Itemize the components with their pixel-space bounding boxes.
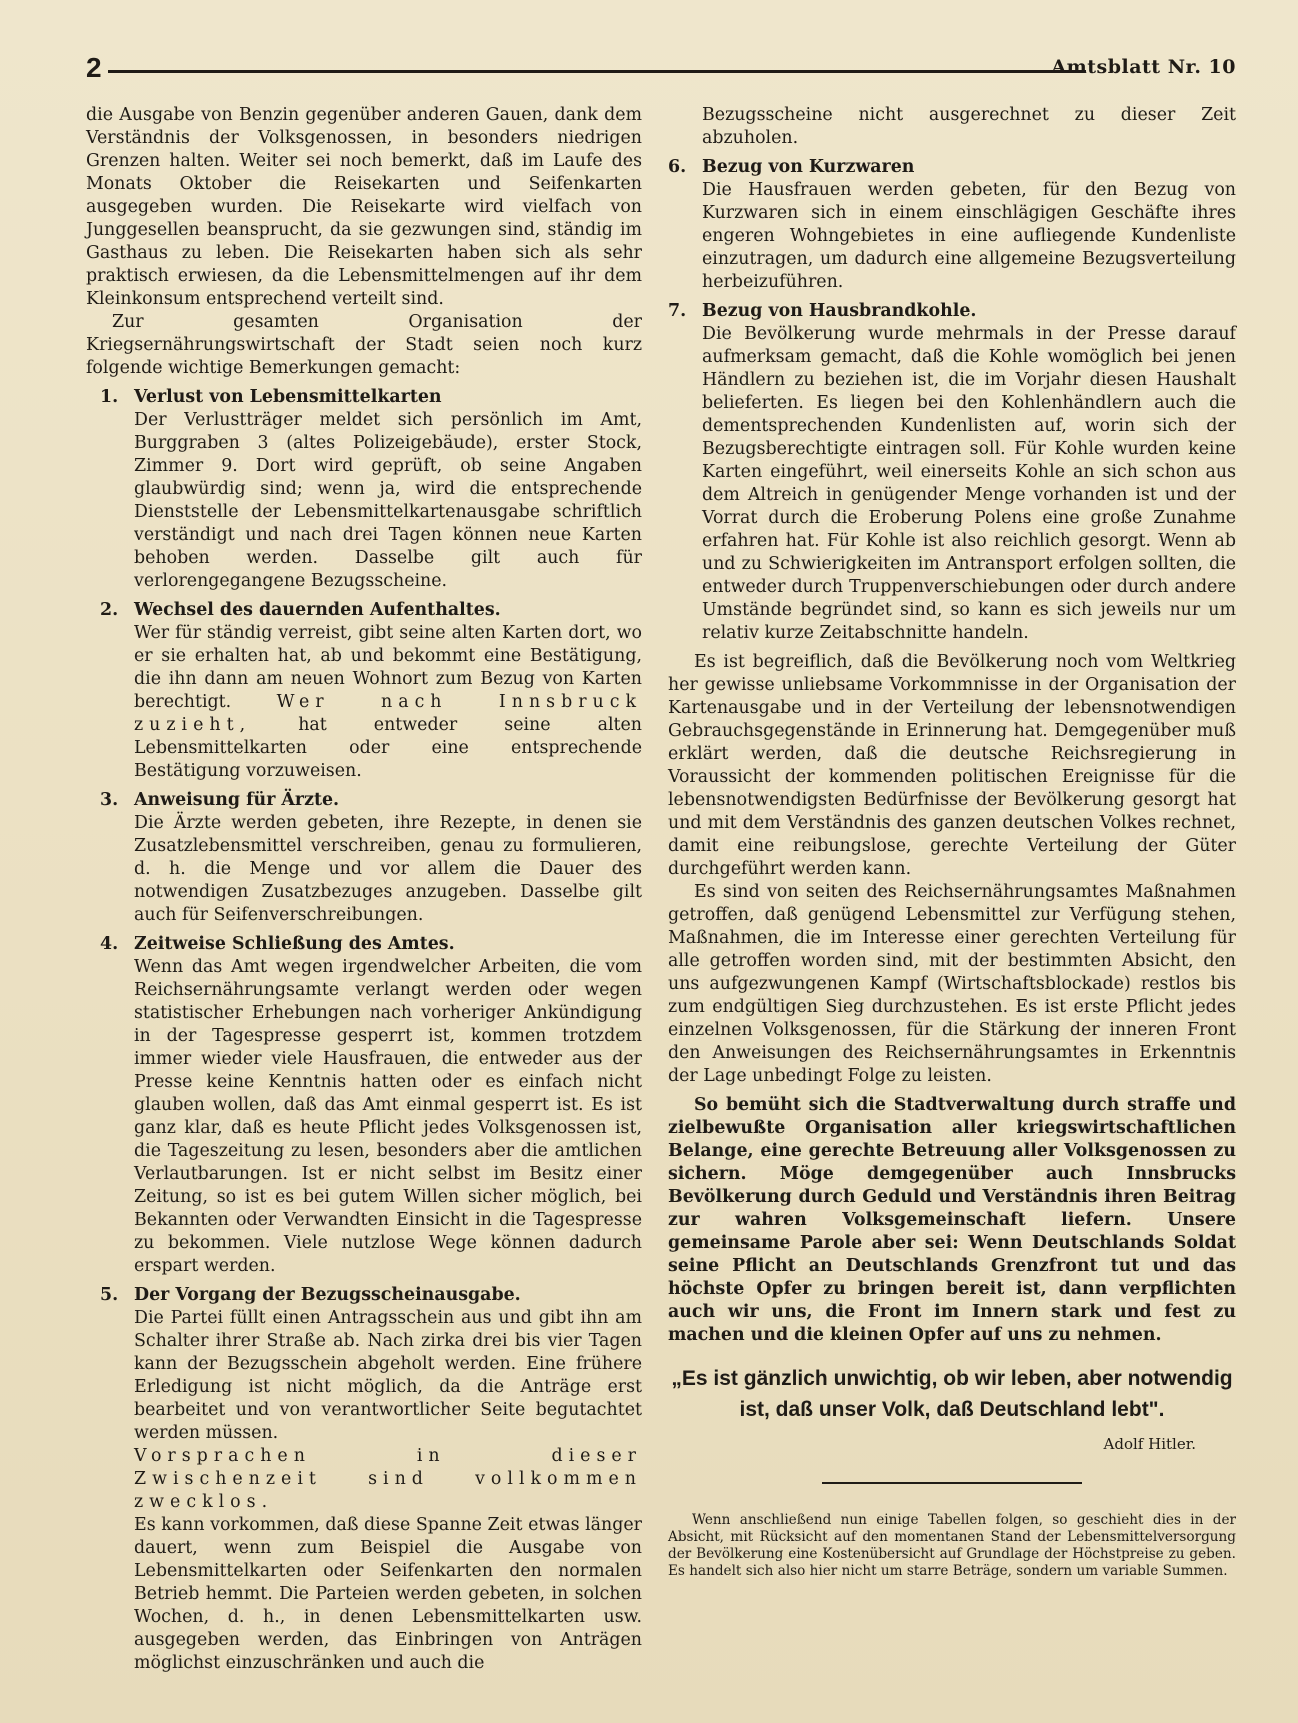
section-number: 2. <box>100 600 119 620</box>
section-heading <box>86 1284 642 1307</box>
section-6 <box>668 156 1236 294</box>
section-heading <box>668 156 1236 179</box>
section-number: 7. <box>668 301 687 321</box>
section-body: Die Bevölkerung wurde mehrmals in der Presse darauf aufmerksam gemacht, daß die Kohle womöglich bei jenen Händlern zu beziehen ist, die im Vorjahr diesen Haushalt belieferten. Es liegen bei den Kohlenhändlern auch die dementsprechenden Kundenlisten auf, worin sich der Bezugsberechtigte eintragen soll. Für Kohle wurden keine Karten eingeführt, weil einerseits Kohle an sich schon aus dem Altreich in genügender Menge vorhanden ist und der Vorrat durch die Eroberung Polens eine große Zunahme erfahren hat. Für Kohle ist also reichlich gesorgt. Wenn ab und zu Schwierigkeiten im Antransport erfolgen sollten, die entweder durch Truppenverschiebungen oder durch andere Umstände begründet sind, so kann es sich jeweils nur um relativ kurze Zeitabschnitte handeln. <box>702 324 1236 643</box>
gazette-issue: Amtsblatt Nr. 10 <box>1051 56 1236 78</box>
section-title: Verlust von Lebensmittelkarten <box>134 387 442 407</box>
section-body: Die Ärzte werden gebeten, ihre Rezepte, in denen sie Zusatzlebensmittel verschreiben, genau zu formulieren, d. h. die Menge und vor allem die Dauer des notwendigen Zusatzbezuges anzugeben. Dasselbe gilt auch für Seifenverschreibungen. <box>134 813 642 925</box>
section-4 <box>86 933 642 1278</box>
section-5 <box>86 1284 642 1675</box>
page-header <box>86 52 1236 84</box>
section-text: Wer für ständig verreist, gibt seine alten Karten dort, wo er sie erhalten hat, ab und bekommt eine Bestätigung, die ihn dann am neuen Wohnort zum Bezug von Karten berechtigt. <box>134 623 642 712</box>
right-column <box>668 104 1236 1580</box>
section-number: 3. <box>100 790 119 810</box>
section-title: Bezug von Kurzwaren <box>702 157 915 177</box>
paragraph: die Ausgabe von Benzin gegenüber anderen Gauen, dank dem Verständnis der Volksgenossen, in besonders niedrigen Grenzen halten. Weiter sei noch bemerkt, daß im Laufe des Monats Oktober die Reisekarten und Seifenkarten ausgegeben wurden. Die Reisekarte wird vielfach von Junggesellen beansprucht, da sie gezwungen sind, ständig im Gasthaus zu leben. Die Reisekarten haben sich als sehr praktisch erwiesen, da die Lebensmittelmengen auf ihr dem Kleinkonsum entsprechend verteilt sind. <box>86 105 642 309</box>
spaced-emphasis: Wer nach Innsbruck zuzieht, <box>134 692 643 735</box>
section-title: Zeitweise Schließung des Amtes. <box>134 934 455 954</box>
section-body: Die Hausfrauen werden gebeten, für den Bezug von Kurzwaren sich in einem einschlägigen Geschäfte ihres engeren Wohngebietes in eine aufliegende Kundenliste einzutragen, um dadurch eine allgemeine Bezugsverteilung herbeizuführen. <box>702 180 1236 292</box>
section-1 <box>86 386 642 593</box>
section-text: Die Partei füllt einen Antragsschein aus und gibt ihn am Schalter ihrer Straße ab. Nach zirka drei bis vier Tagen kann der Bezugsschein abgeholt werden. Eine frühere Erledigung ist nicht möglich, da die Anträge erst bearbeitet und von verantwortlicher Seite begutachtet werden müssen. <box>134 1308 642 1443</box>
paragraph: Zur gesamten Organisation der Kriegsernährungswirtschaft der Stadt seien noch kurz folgende wichtige Bemerkungen gemacht: <box>86 312 642 378</box>
section-body <box>134 1307 642 1675</box>
section-heading <box>668 300 1236 323</box>
section-title: Der Vorgang der Bezugsscheinausgabe. <box>134 1285 521 1305</box>
section-heading <box>86 386 642 409</box>
section-number: 1. <box>100 387 119 407</box>
quote-signature: Adolf Hitler. <box>1103 1435 1196 1453</box>
separator-rule <box>822 1482 1082 1484</box>
section-title: Bezug von Hausbrandkohle. <box>702 301 977 321</box>
section-2 <box>86 599 642 783</box>
paragraph: Es sind von seiten des Reichsernährungsamtes Maßnahmen getroffen, daß genügend Lebensmittel zur Verfügung stehen, Maßnahmen, die im Interesse einer gerechten Verteilung für alle getroffen worden sind, mit der bestimmten Absicht, den uns aufgezwungenen Kampf (Wirtschaftsblockade) restlos bis zum endgültigen Sieg durchzustehen. Es ist erste Pflicht jedes einzelnen Volksgenossen, für die Stärkung der inneren Front den Anweisungen des Reichsernährungsamtes in Erkenntnis der Lage unbedingt Folge zu leisten. <box>668 882 1236 1086</box>
section-body <box>134 622 642 783</box>
section-text: hat entweder seine alten Lebensmittelkarten oder eine entsprechende Bestätigung vorzuweisen. <box>134 715 643 781</box>
section-body: Wenn das Amt wegen irgendwelcher Arbeiten, die vom Reichsernährungsamte verlangt werden oder wegen statistischer Erhebungen nach vorheriger Ankündigung in der Tagespresse gesperrt ist, kommen trotzdem immer wieder viele Hausfrauen, die entweder aus der Presse keine Kenntnis hatten oder es einfach nicht glauben wollen, daß das Amt einmal gesperrt ist. Es ist ganz klar, daß es heute Pflicht jedes Volksgenossen ist, die Tageszeitung zu lesen, besonders aber die amtlichen Verlautbarungen. Ist er nicht selbst im Besitz einer Zeitung, so ist es bei gutem Willen sicher möglich, bei Bekannten oder Verwandten Einsicht in die Tagespresse zu bekommen. Viele nutzlose Wege können dadurch erspart werden. <box>134 957 642 1276</box>
section-heading <box>86 789 642 812</box>
section-number: 4. <box>100 934 119 954</box>
section-title: Wechsel des dauernden Aufenthaltes. <box>134 600 501 620</box>
section-text: Es kann vorkommen, daß diese Spanne Zeit etwas länger dauert, wenn zum Beispiel die Ausgabe von Lebensmittelkarten oder Seifenkarten den normalen Betrieb hemmt. Die Parteien werden gebeten, in solchen Wochen, d. h., in denen Lebensmittelkarten usw. ausgegeben werden, das Einbringen von Anträgen möglichst einzuschränken und auch die <box>134 1515 642 1673</box>
section-7 <box>668 300 1236 645</box>
section-heading <box>86 599 642 622</box>
continued-text: Bezugsscheine nicht ausgerechnet zu dieser Zeit abzuholen. <box>702 105 1236 148</box>
section-3 <box>86 789 642 927</box>
page-number: 2 <box>86 52 102 83</box>
paragraph: Es ist begreiflich, daß die Bevölkerung noch vom Weltkrieg her gewisse unliebsame Vorkommnisse in der Organisation der Kartenausgabe und in der Verteilung der lebensnotwendigen Gebrauchsgegenstände in Erinnerung hat. Demgegenüber muß erklärt werden, daß die deutsche Reichsregierung in Voraussicht der kommenden politischen Ereignisse für die lebensnotwendigsten Bedürfnisse der Bevölkerung gesorgt hat und mit dem Verständnis des ganzen deutschen Volkes rechnet, damit eine reibungslose, gerechte Verteilung der Güter durchgeführt werden kann. <box>668 652 1236 879</box>
header-rule <box>108 70 1086 73</box>
section-number: 5. <box>100 1285 119 1305</box>
section-body: Der Verlustträger meldet sich persönlich im Amt, Burggraben 3 (altes Polizeigebäude), erster Stock, Zimmer 9. Dort wird geprüft, ob seine Angaben glaubwürdig sind; wenn ja, wird die entsprechende Dienststelle der Lebensmittelkartenausgabe schriftlich verständigt und nach drei Tagen können neue Karten behoben werden. Dasselbe gilt auch für verlorengegangene Bezugsscheine. <box>134 410 642 591</box>
footnote: Wenn anschließend nun einige Tabellen folgen, so geschieht dies in der Absicht, mit Rücksicht auf den momentanen Stand der Lebensmittelversorgung der Bevölkerung eine Kostenübersicht auf Grundlage der Höchstpreise zu geben. Es handelt sich also hier nicht um starre Beträge, sondern um variable Summen. <box>668 1512 1236 1579</box>
section-title: Anweisung für Ärzte. <box>134 790 340 810</box>
section-number: 6. <box>668 157 687 177</box>
left-column <box>86 104 642 1675</box>
bold-appeal: So bemüht sich die Stadtverwaltung durch straffe und zielbewußte Organisation aller kriegswirtschaftlichen Belange, eine gerechte Betreuung aller Volksgenossen zu sichern. Möge demgegenüber auch Innsbrucks Bevölkerung durch Geduld und Verständnis ihren Beitrag zur wahren Volksgemeinschaft liefern. Unsere gemeinsame Parole aber sei: Wenn Deutschlands Soldat seine Pflicht an Deutschlands Grenzfront tut und das höchste Opfer zu bringen bereit ist, dann verpflichten auch wir uns, die Front im Innern stark und fest zu machen und die kleinen Opfer auf uns zu nehmen. <box>668 1095 1236 1345</box>
spaced-emphasis: Vorsprachen in dieser Zwischenzeit sind vollkommen zwecklos. <box>134 1446 642 1512</box>
section-heading <box>86 933 642 956</box>
quote: „Es ist gänzlich unwichtig, ob wir leben, aber notwendig ist, daß unser Volk, daß Deutschland lebt". <box>671 1367 1233 1421</box>
